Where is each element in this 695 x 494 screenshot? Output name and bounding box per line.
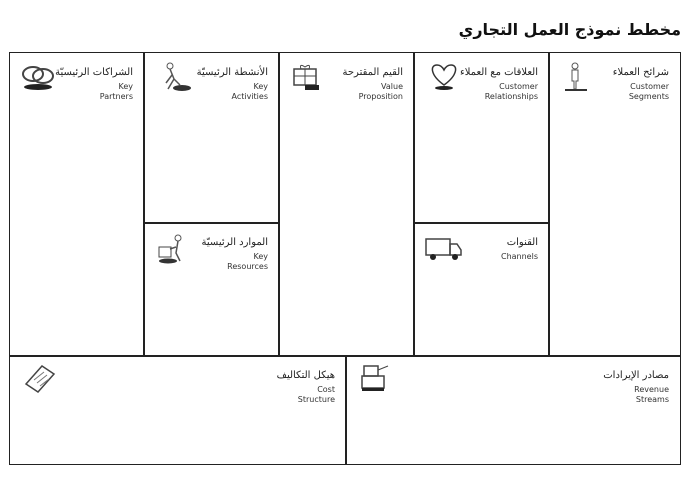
worker-cart-icon: [156, 233, 192, 265]
block-title-en: Segments: [628, 92, 669, 101]
gift-icon: [289, 61, 325, 93]
block-title-en: Channels: [500, 252, 538, 261]
block-title-ar: العلاقات مع العملاء: [460, 67, 538, 78]
block-title-en: Cost: [317, 385, 335, 394]
block-title-en: Relationships: [484, 92, 538, 101]
block-title-en: Value: [381, 82, 403, 91]
key-activities-block[interactable]: [143, 52, 280, 224]
block-title-en: Customer: [499, 82, 538, 91]
block-title-ar: الشراكات الرئيسيّة: [55, 67, 133, 78]
chain-links-icon: [20, 61, 56, 93]
person-icon: [557, 61, 593, 93]
block-title-en: Revenue: [634, 385, 669, 394]
block-title-en: Resources: [227, 262, 268, 271]
block-title-ar: شرائح العملاء: [612, 67, 669, 78]
revenue-streams-block[interactable]: [345, 355, 681, 465]
heart-icon: [426, 61, 462, 93]
cost-structure-block[interactable]: [9, 355, 347, 465]
value-proposition-block[interactable]: [278, 52, 415, 357]
channels-block[interactable]: [413, 222, 550, 357]
block-title-ar: الأنشطة الرئيسيّة: [196, 67, 268, 78]
truck-icon: [422, 233, 464, 265]
key-resources-block[interactable]: [143, 222, 280, 357]
block-title-ar: القيم المقترحة: [342, 67, 403, 78]
block-title-ar: القنوات: [506, 237, 538, 248]
block-title-en: Partners: [99, 92, 133, 101]
block-title-en: Key: [253, 82, 268, 91]
cash-register-icon: [358, 362, 394, 394]
block-title-en: Customer: [630, 82, 669, 91]
customer-relationships-block[interactable]: [413, 52, 550, 224]
block-title-en: Key: [118, 82, 133, 91]
block-title-en: Structure: [297, 395, 335, 404]
block-title-en: Proposition: [358, 92, 403, 101]
page-title: مخطط نموذج العمل التجاري: [458, 20, 681, 39]
block-title-en: Streams: [635, 395, 669, 404]
worker-icon: [158, 61, 194, 93]
customer-segments-block[interactable]: [548, 52, 681, 357]
block-title-ar: هيكل التكاليف: [276, 370, 335, 381]
block-title-en: Key: [253, 252, 268, 261]
block-title-ar: الموارد الرئيسيّة: [201, 237, 268, 248]
block-title-en: Activities: [231, 92, 268, 101]
key-partners-block[interactable]: [9, 52, 145, 357]
block-title-ar: مصادر الإيرادات: [603, 370, 669, 381]
receipt-icon: [20, 362, 60, 394]
